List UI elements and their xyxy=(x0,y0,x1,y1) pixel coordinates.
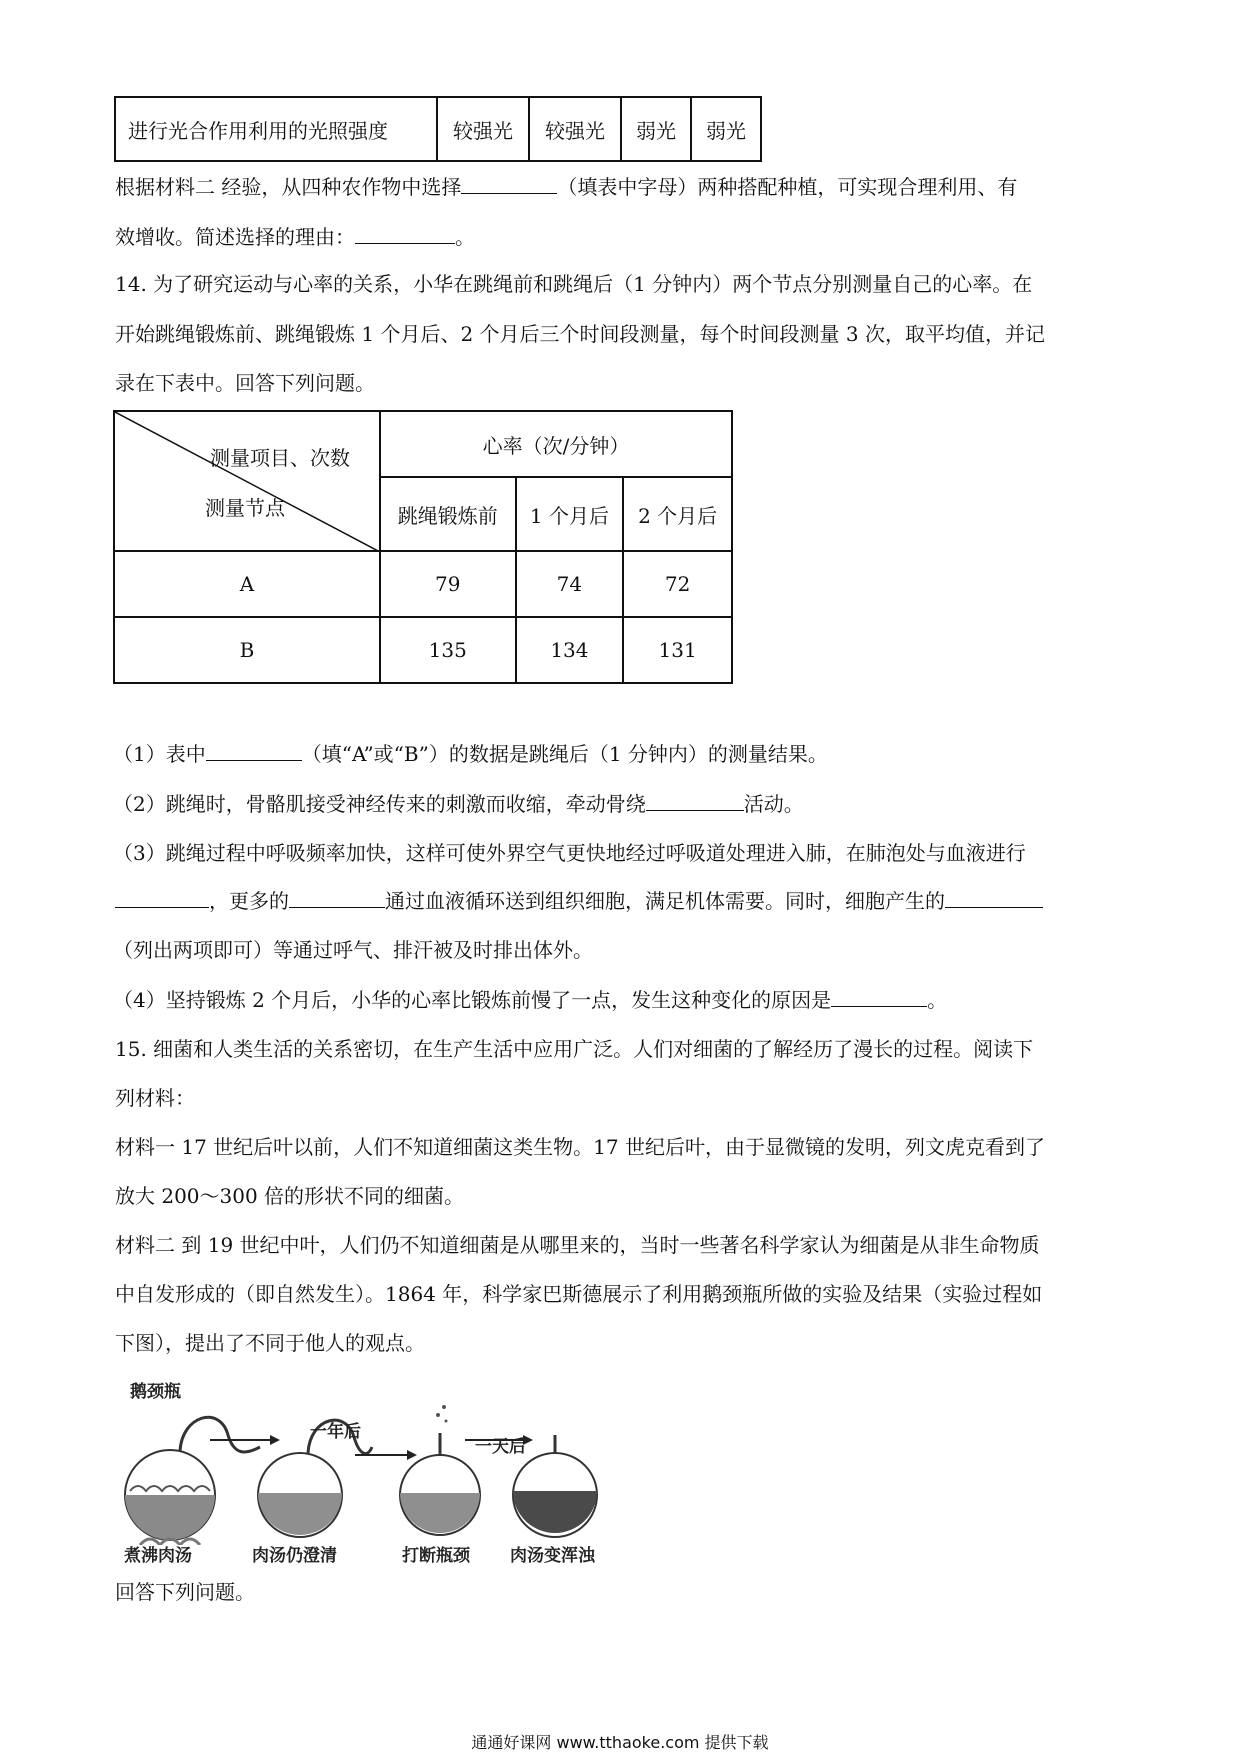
arrow-2-label: 一天后 xyxy=(475,1437,526,1457)
row-label: 进行光合作用利用的光照强度 xyxy=(115,97,437,161)
table-row xyxy=(115,97,761,161)
q15-line2: 列材料： xyxy=(115,1086,195,1110)
q14-line3: 录在下表中。回答下列问题。 xyxy=(115,371,375,395)
q14-sub4: （4）坚持锻炼 2 个月后，小华的心率比锻炼前慢了一点，发生这种变化的原因是 。 xyxy=(113,988,948,1012)
arrow-1-label: 一年后 xyxy=(310,1422,361,1442)
q14-sub3-line3: （列出两项即可）等通过呼气、排汗被及时排出体外。 xyxy=(113,938,593,962)
arrow-2-head xyxy=(407,1450,417,1460)
cell: 弱光 xyxy=(621,97,691,161)
cell: 131 xyxy=(623,617,732,683)
answer-blank xyxy=(206,742,302,761)
cell: 72 xyxy=(623,551,732,617)
row-node: B xyxy=(114,617,380,683)
answer-blank xyxy=(289,889,385,908)
material1-line2: 放大 200～300 倍的形状不同的细菌。 xyxy=(115,1184,465,1208)
cell: 较强光 xyxy=(529,97,621,161)
q15-line1: 15. 细菌和人类生活的关系密切，在生产生活中应用广泛。人们对细菌的了解经历了漫长的过程。阅读下 xyxy=(115,1037,1034,1061)
q14-sub2: （2）跳绳时，骨骼肌接受神经传来的刺激而收缩，牵动骨绕 活动。 xyxy=(113,792,804,816)
corner-bottom-label: 测量节点 xyxy=(205,496,285,520)
q14-line2: 开始跳绳锻炼前、跳绳锻炼 1 个月后、2 个月后三个时间段测量，每个时间段测量 3 次，取平均值，并记 xyxy=(115,322,1045,346)
material2-line2: 中自发形成的（即自然发生）。1864 年，科学家巴斯德展示了利用鹅颈瓶所做的实验及结果（实验过程如 xyxy=(115,1282,1043,1306)
material2-question-line2: 效增收。简述选择的理由： 。 xyxy=(115,225,475,249)
heart-rate-table-wrap xyxy=(113,410,733,684)
arrow-1-head xyxy=(270,1435,280,1445)
cell: 79 xyxy=(380,551,516,617)
answer-prompt: 回答下列问题。 xyxy=(115,1580,255,1604)
page-footer: 通通好课网 www.tthaoke.com 提供下载 xyxy=(471,1733,769,1752)
q14-line1: 14. 为了研究运动与心率的关系，小华在跳绳前和跳绳后（1 分钟内）两个节点分别测量自己的心率。在 xyxy=(115,272,1033,296)
answer-blank xyxy=(355,225,455,244)
cell: 较强光 xyxy=(437,97,529,161)
table-row xyxy=(114,617,732,683)
flask-1 xyxy=(125,1417,260,1545)
answer-blank xyxy=(115,889,209,908)
cell: 135 xyxy=(380,617,516,683)
heart-rate-table xyxy=(113,410,733,684)
material2-line1: 材料二 到 19 世纪中叶，人们仍不知道细菌是从哪里来的，当时一些著名科学家认为细菌是从非生命物质 xyxy=(115,1233,1040,1257)
cell: 弱光 xyxy=(691,97,761,161)
group-header: 心率（次/分钟） xyxy=(380,411,732,477)
flask-label-1: 煮沸肉汤 xyxy=(124,1546,192,1566)
corner-top-label: 测量项目、次数 xyxy=(210,446,350,470)
flask-illustration xyxy=(110,1395,630,1545)
cell: 74 xyxy=(516,551,624,617)
answer-blank xyxy=(646,792,744,811)
material2-line3: 下图），提出了不同于他人的观点。 xyxy=(115,1331,425,1355)
row-node: A xyxy=(114,551,380,617)
column-header: 1 个月后 xyxy=(516,477,624,551)
light-intensity-table xyxy=(114,96,762,162)
table-row xyxy=(114,411,732,477)
diagonal-line xyxy=(115,412,380,552)
flask-label-2: 肉汤仍澄清 xyxy=(252,1546,337,1566)
answer-blank xyxy=(461,175,557,194)
material1-line1: 材料一 17 世纪后叶以前，人们不知道细菌这类生物。17 世纪后叶，由于显微镜的发明，列文虎克看到了 xyxy=(115,1135,1045,1159)
column-header: 2 个月后 xyxy=(623,477,732,551)
swan-neck-flask-figure xyxy=(110,1375,630,1565)
material2-question-line1: 根据材料二 经验，从四种农作物中选择 （填表中字母）两种搭配种植，可实现合理利用、有 xyxy=(115,175,1018,199)
q14-sub1: （1）表中 （填“A”或“B”）的数据是跳绳后（1 分钟内）的测量结果。 xyxy=(113,742,828,766)
figure-title: 鹅颈瓶 xyxy=(130,1382,181,1402)
table-row xyxy=(114,551,732,617)
corner-header xyxy=(114,411,380,551)
q14-sub3-line2: ，更多的 通过血液循环送到组织细胞，满足机体需要。同时，细胞产生的 xyxy=(115,889,1043,913)
flask-label-4: 肉汤变浑浊 xyxy=(510,1546,595,1566)
q14-sub3-line1: （3）跳绳过程中呼吸频率加快，这样可使外界空气更快地经过呼吸道处理进入肺，在肺泡处与血液进行 xyxy=(113,841,1026,865)
flask-label-3: 打断瓶颈 xyxy=(402,1546,470,1566)
answer-blank xyxy=(831,988,927,1007)
cell: 134 xyxy=(516,617,624,683)
column-header: 跳绳锻炼前 xyxy=(380,477,516,551)
flask-3 xyxy=(400,1405,480,1535)
answer-blank xyxy=(945,889,1043,908)
